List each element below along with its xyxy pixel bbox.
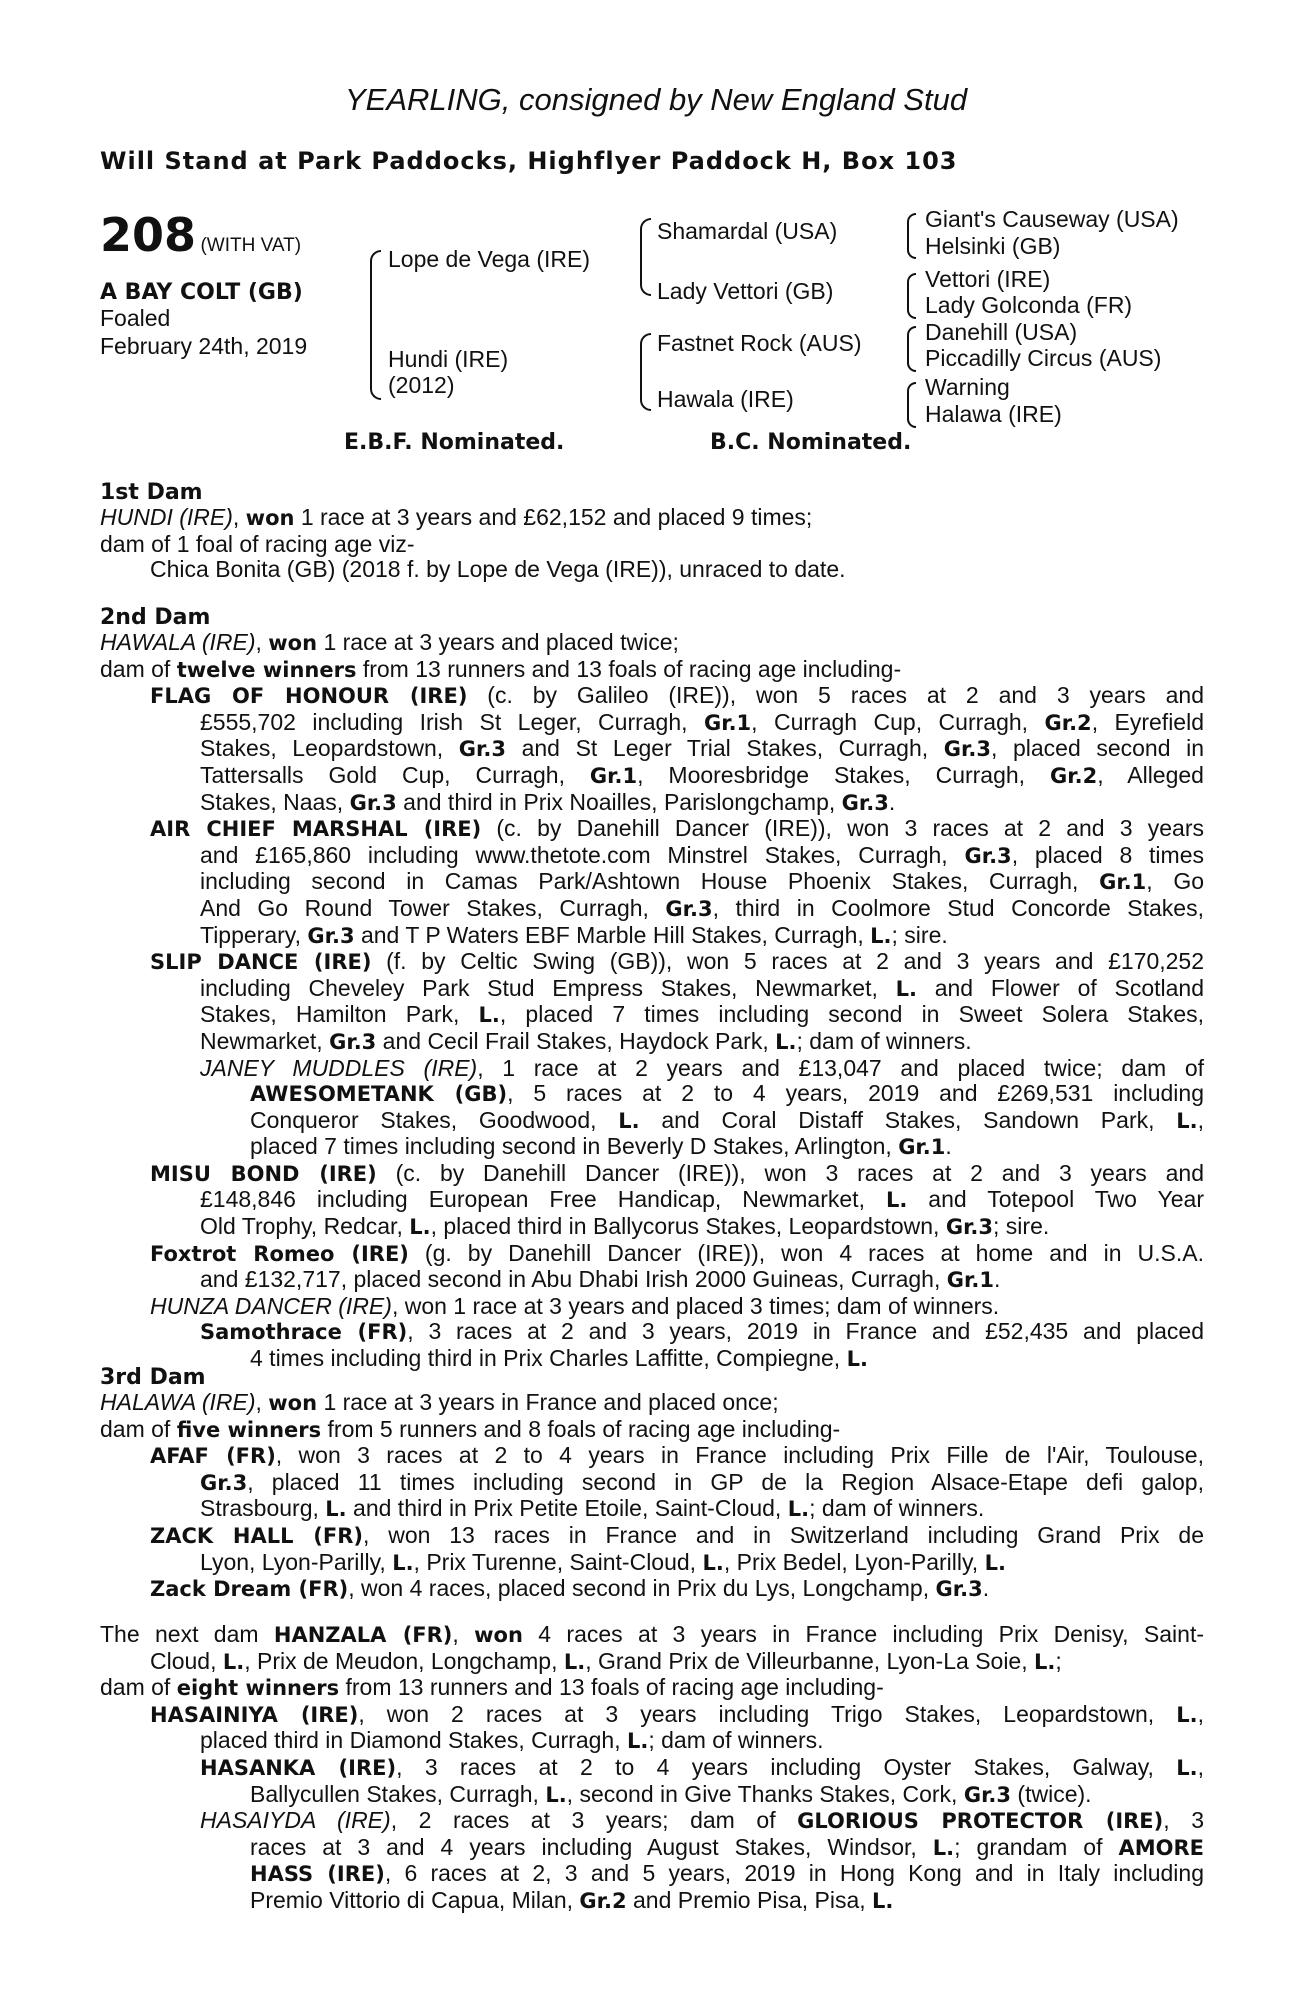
dam-line: HAWALA (IRE), won 1 race at 3 years and placed twice; <box>100 629 679 655</box>
sd-dam: Lady Golconda (FR) <box>925 292 1133 318</box>
dam: Hundi (IRE) <box>388 346 509 372</box>
produce-entry-cont: Lyon, Lyon-Parilly, L., Prix Turenne, Saint-Cloud, L., Prix Bedel, Lyon-Parilly, L. <box>200 1548 1006 1575</box>
section-title: 3rd Dam <box>100 1365 206 1390</box>
produce-entry: HASAINIYA (IRE), won 2 races at 3 years including Trigo Stakes, Leopardstown, L., <box>150 1700 1204 1727</box>
produce-entry-cont: Tipperary, Gr.3 and T P Waters EBF Marble Hill Stakes, Curragh, L.; sire. <box>200 921 948 948</box>
produce-line: dam of twelve winners from 13 runners and 13 foals of racing age including- <box>100 655 902 682</box>
vat-label: (WITH VAT) <box>200 235 302 256</box>
produce-line: dam of 1 foal of racing age viz- <box>100 530 415 557</box>
dd-sire: Warning <box>925 374 1010 400</box>
produce-entry: Foxtrot Romeo (IRE) (g. by Danehill Dancer (IRE)), won 4 races at home and in U.S.A. <box>150 1239 1205 1266</box>
brace <box>907 382 916 428</box>
produce-entry-cont: placed 7 times including second in Beverly D Stakes, Arlington, Gr.1. <box>250 1133 952 1160</box>
brace <box>640 218 651 296</box>
bc-nomination: B.C. Nominated. <box>710 430 912 455</box>
produce-entry-cont: Samothrace (FR), 3 races at 2 and 3 years, 2019 in France and £52,435 and placed <box>200 1318 1204 1345</box>
ebf-nomination: E.B.F. Nominated. <box>344 430 565 455</box>
produce-entry-cont: Stakes, Naas, Gr.3 and third in Prix Noailles, Parislongchamp, Gr.3. <box>200 788 896 815</box>
brace <box>907 273 916 319</box>
produce-entry-cont: Conqueror Stakes, Goodwood, L. and Coral Distaff Stakes, Sandown Park, L., <box>250 1106 1204 1133</box>
foaled-label: Foaled <box>100 305 171 331</box>
produce-entry-cont: Ballycullen Stakes, Curragh, L., second in Give Thanks Stakes, Cork, Gr.3 (twice). <box>250 1780 1092 1807</box>
section-title: 1st Dam <box>100 480 203 505</box>
produce-entry-cont: Old Trophy, Redcar, L., placed third in Ballycorus Stakes, Leopardstown, Gr.3; sire. <box>200 1213 1050 1240</box>
produce-entry-cont: Newmarket, Gr.3 and Cecil Frail Stakes, Haydock Park, L.; dam of winners. <box>200 1027 972 1054</box>
produce-entry-cont: Stakes, Leopardstown, Gr.3 and St Leger Trial Stakes, Curragh, Gr.3, placed second in <box>200 735 1204 762</box>
produce-entry: AIR CHIEF MARSHAL (IRE) (c. by Danehill Dancer (IRE)), won 3 races at 2 and 3 years <box>150 815 1204 842</box>
brace <box>370 250 381 400</box>
ds-dam: Piccadilly Circus (AUS) <box>925 345 1162 371</box>
produce-entry-cont: AWESOMETANK (GB), 5 races at 2 to 4 years, 2019 and £269,531 including <box>250 1080 1204 1107</box>
produce-entry: JANEY MUDDLES (IRE), 1 race at 2 years and £13,047 and placed twice; dam of <box>200 1054 1204 1081</box>
next-dam-section <box>100 1622 1204 1915</box>
produce-line: dam of five winners from 5 runners and 8 foals of racing age including- <box>100 1415 841 1442</box>
produce-entry-cont: Premio Vittorio di Capua, Milan, Gr.2 and Premio Pisa, Pisa, L. <box>250 1886 894 1913</box>
produce-entry-cont: and £132,717, placed second in Abu Dhabi Irish 2000 Guineas, Curragh, Gr.1. <box>200 1266 1001 1293</box>
foal-entry: Chica Bonita (GB) (2018 f. by Lope de Vega (IRE)), unraced to date. <box>150 556 846 583</box>
sire: Lope de Vega (IRE) <box>388 246 591 272</box>
brace <box>640 333 651 411</box>
brace <box>907 326 916 372</box>
produce-entry-cont: HASS (IRE), 6 races at 2, 3 and 5 years, 2019 in Hong Kong and in Italy including <box>250 1860 1205 1887</box>
dam-line: HALAWA (IRE), won 1 race at 3 years in France and placed once; <box>100 1389 779 1415</box>
produce-entry-cont: including second in Camas Park/Ashtown House Phoenix Stakes, Curragh, Gr.1, Go <box>200 868 1205 895</box>
produce-entry-cont: Tattersalls Gold Cup, Curragh, Gr.1, Mooresbridge Stakes, Curragh, Gr.2, Alleged <box>200 761 1204 788</box>
horse-name: A BAY COLT (GB) <box>100 280 303 305</box>
section-title: 2nd Dam <box>100 605 211 630</box>
ds-sire: Danehill (USA) <box>925 319 1078 345</box>
produce-entry-cont: placed third in Diamond Stakes, Curragh, L.; dam of winners. <box>200 1727 824 1754</box>
produce-entry-cont: Gr.3, placed 11 times including second in GP de la Region Alsace-Etape defi galop, <box>200 1468 1204 1495</box>
produce-entry: SLIP DANCE (IRE) (f. by Celtic Swing (GB)), won 5 races at 2 and 3 years and £170,252 <box>150 948 1205 975</box>
dam-year: (2012) <box>388 372 455 398</box>
produce-entry: FLAG OF HONOUR (IRE) (c. by Galileo (IRE)), won 5 races at 2 and 3 years and <box>150 682 1204 709</box>
produce-entry: HASANKA (IRE), 3 races at 2 to 4 years including Oyster Stakes, Galway, L., <box>200 1753 1205 1780</box>
produce-entry: MISU BOND (IRE) (c. by Danehill Dancer (IRE)), won 3 races at 2 and 3 years and <box>150 1159 1204 1186</box>
lot-number: 208 <box>100 208 197 262</box>
page-title: YEARLING, consigned by New England Stud <box>345 82 968 117</box>
produce-entry: HASAIYDA (IRE), 2 races at 3 years; dam of GLORIOUS PROTECTOR (IRE), 3 <box>200 1807 1204 1834</box>
first-dam-section <box>100 480 1204 583</box>
dam-sire: Fastnet Rock (AUS) <box>657 330 862 356</box>
produce-entry-cont: Stakes, Hamilton Park, L., placed 7 times including second in Sweet Solera Stakes, <box>200 1001 1204 1028</box>
sire-dam: Lady Vettori (GB) <box>657 278 834 304</box>
ss-sire: Giant's Causeway (USA) <box>925 206 1179 232</box>
dam-line: HUNDI (IRE), won 1 race at 3 years and £62,152 and placed 9 times; <box>100 504 813 530</box>
brace <box>907 213 916 259</box>
produce-entry: ZACK HALL (FR), won 13 races in France and in Switzerland including Grand Prix de <box>150 1521 1204 1548</box>
lot-number-block <box>100 208 301 262</box>
ss-dam: Helsinki (GB) <box>925 233 1061 259</box>
stand-location: Will Stand at Park Paddocks, Highflyer Paddock H, Box 103 <box>100 147 958 175</box>
dam-dam: Hawala (IRE) <box>657 386 794 412</box>
produce-entry: HUNZA DANCER (IRE), won 1 race at 3 years and placed 3 times; dam of winners. <box>150 1292 1000 1319</box>
produce-entry: Zack Dream (FR), won 4 races, placed second in Prix du Lys, Longchamp, Gr.3. <box>150 1575 990 1602</box>
produce-entry-cont: including Cheveley Park Stud Empress Stakes, Newmarket, L. and Flower of Scotland <box>200 974 1205 1001</box>
produce-entry-cont: 4 times including third in Prix Charles Laffitte, Compiegne, L. <box>250 1345 868 1372</box>
produce-entry: AFAF (FR), won 3 races at 2 to 4 years in France including Prix Fille de l'Air, Toulouse, <box>150 1442 1204 1469</box>
second-dam-section <box>100 605 1204 1373</box>
produce-entry-cont: races at 3 and 4 years including August Stakes, Windsor, L.; grandam of AMORE <box>250 1833 1204 1860</box>
dd-dam: Halawa (IRE) <box>925 401 1062 427</box>
foaled-date: February 24th, 2019 <box>100 333 308 359</box>
sd-sire: Vettori (IRE) <box>925 266 1051 292</box>
produce-entry-cont: and £165,860 including www.thetote.com Minstrel Stakes, Curragh, Gr.3, placed 8 times <box>200 841 1204 868</box>
third-dam-section <box>100 1365 1204 1603</box>
dam-line: The next dam HANZALA (FR), won 4 races at 3 years in France including Prix Denisy, Saint- <box>100 1621 1204 1647</box>
produce-entry-cont: Strasbourg, L. and third in Prix Petite Etoile, Saint-Cloud, L.; dam of winners. <box>200 1495 985 1522</box>
produce-entry-cont: £148,846 including European Free Handicap, Newmarket, L. and Totepool Two Year <box>200 1186 1204 1213</box>
produce-entry-cont: And Go Round Tower Stakes, Curragh, Gr.3, third in Coolmore Stud Concorde Stakes, <box>200 894 1204 921</box>
produce-line: dam of eight winners from 13 runners and 13 foals of racing age including- <box>100 1674 884 1701</box>
sire-sire: Shamardal (USA) <box>657 218 838 244</box>
dam-line-cont: Cloud, L., Prix de Meudon, Longchamp, L., Grand Prix de Villeurbanne, Lyon-La Soie, L.; <box>150 1647 1062 1674</box>
produce-entry-cont: £555,702 including Irish St Leger, Curragh, Gr.1, Curragh Cup, Curragh, Gr.2, Eyrefield <box>200 708 1205 735</box>
